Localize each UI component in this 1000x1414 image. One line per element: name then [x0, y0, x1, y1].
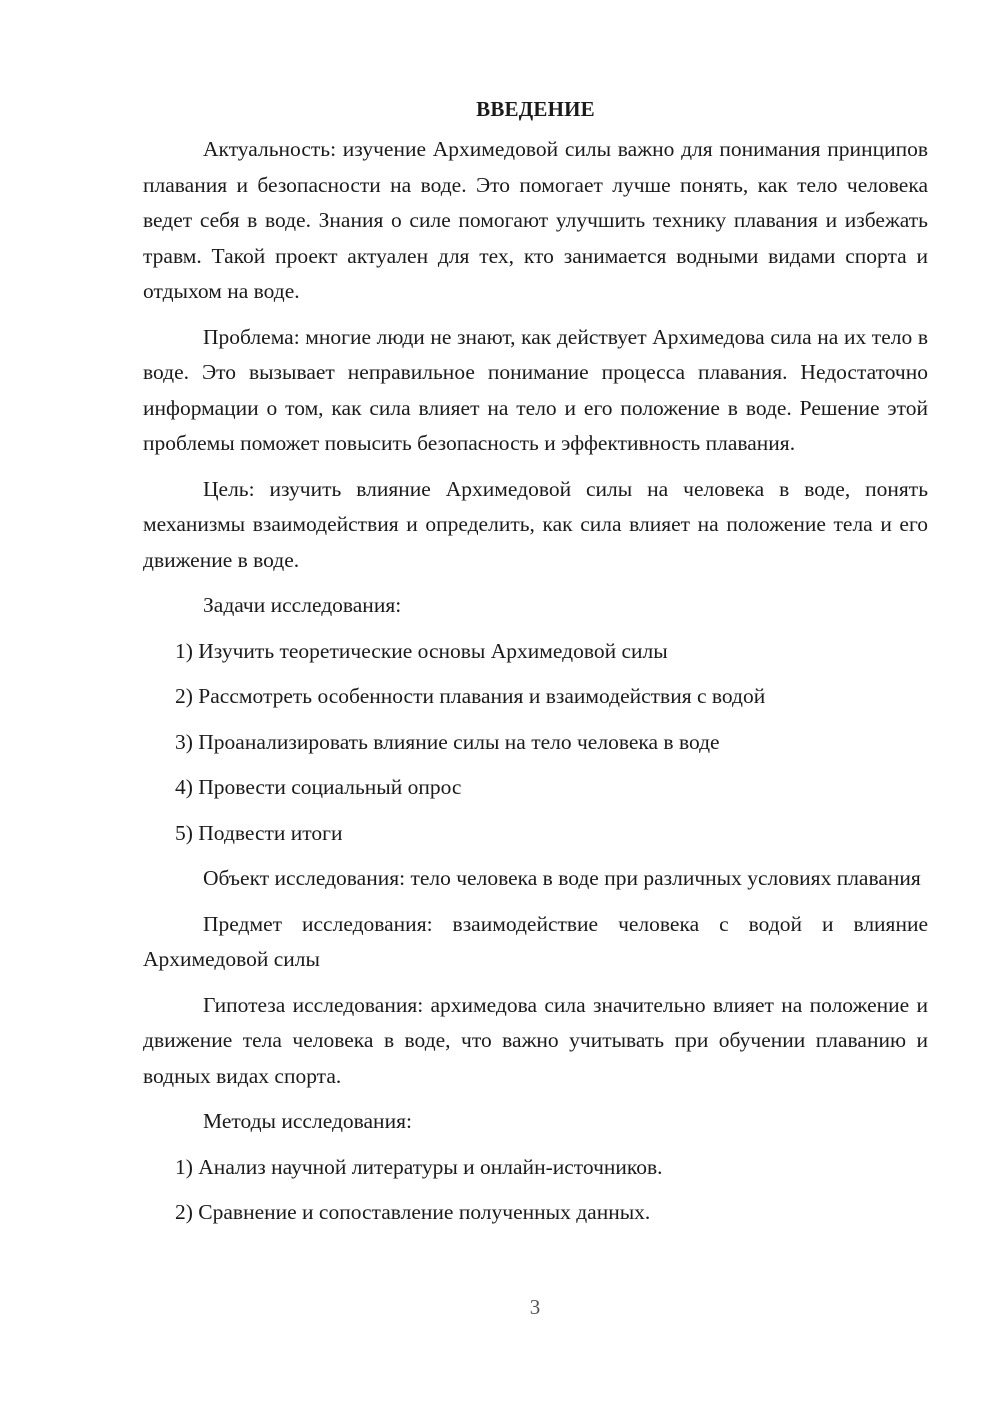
document-page: [143, 92, 928, 1241]
paragraph-problem: Проблема: многие люди не знают, как действует Архимедова сила на их тело в воде. Это вызывает неправильное понимание процесса плавания. Недостаточно информации о том, как сила влияет на тело и его положение в воде. Решение этой проблемы поможет повысить безопасность и эффективность плавания.: [143, 324, 928, 455]
task-item-4: 4) Провести социальный опрос: [175, 775, 462, 799]
tasks-heading: Задачи исследования:: [203, 593, 402, 617]
method-item-2: 2) Сравнение и сопоставление полученных данных.: [175, 1200, 651, 1224]
page-number: 3: [529, 1295, 541, 1319]
methods-heading: Методы исследования:: [203, 1109, 412, 1133]
task-item-1: 1) Изучить теоретические основы Архимедовой силы: [175, 638, 668, 663]
paragraph-object: Объект исследования: тело человека в воде при различных условиях плавания: [203, 866, 921, 890]
task-item-2: 2) Рассмотреть особенности плавания и взаимодействия с водой: [175, 684, 766, 708]
paragraph-goal: Цель: изучить влияние Архимедовой силы на человека в воде, понять механизмы взаимодействия и определить, как сила влияет на положение тела и его движение в воде.: [143, 476, 928, 572]
task-item-5: 5) Подвести итоги: [175, 820, 343, 845]
task-item-3: 3) Проанализировать влияние силы на тело человека в воде: [175, 729, 720, 754]
paragraph-relevance: Актуальность: изучение Архимедовой силы важно для понимания принципов плавания и безопасности на воде. Это помогает лучше понять, как тело человека ведет себя в воде. Знания о силе помогают улучшить технику плавания и избежать травм. Такой проект актуален для тех, кто занимается водными видами спорта и отдыхом на воде.: [143, 137, 928, 303]
method-item-1: 1) Анализ научной литературы и онлайн-источников.: [175, 1154, 663, 1179]
document-title: ВВЕДЕНИЕ: [476, 97, 595, 121]
paragraph-subject: Предмет исследования: взаимодействие человека с водой и влияние Архимедовой силы: [143, 911, 928, 971]
paragraph-hypothesis: Гипотеза исследования: архимедова сила значительно влияет на положение и движение тела человека в воде, что важно учитывать при обучении плаванию и водных видах спорта.: [143, 992, 928, 1088]
